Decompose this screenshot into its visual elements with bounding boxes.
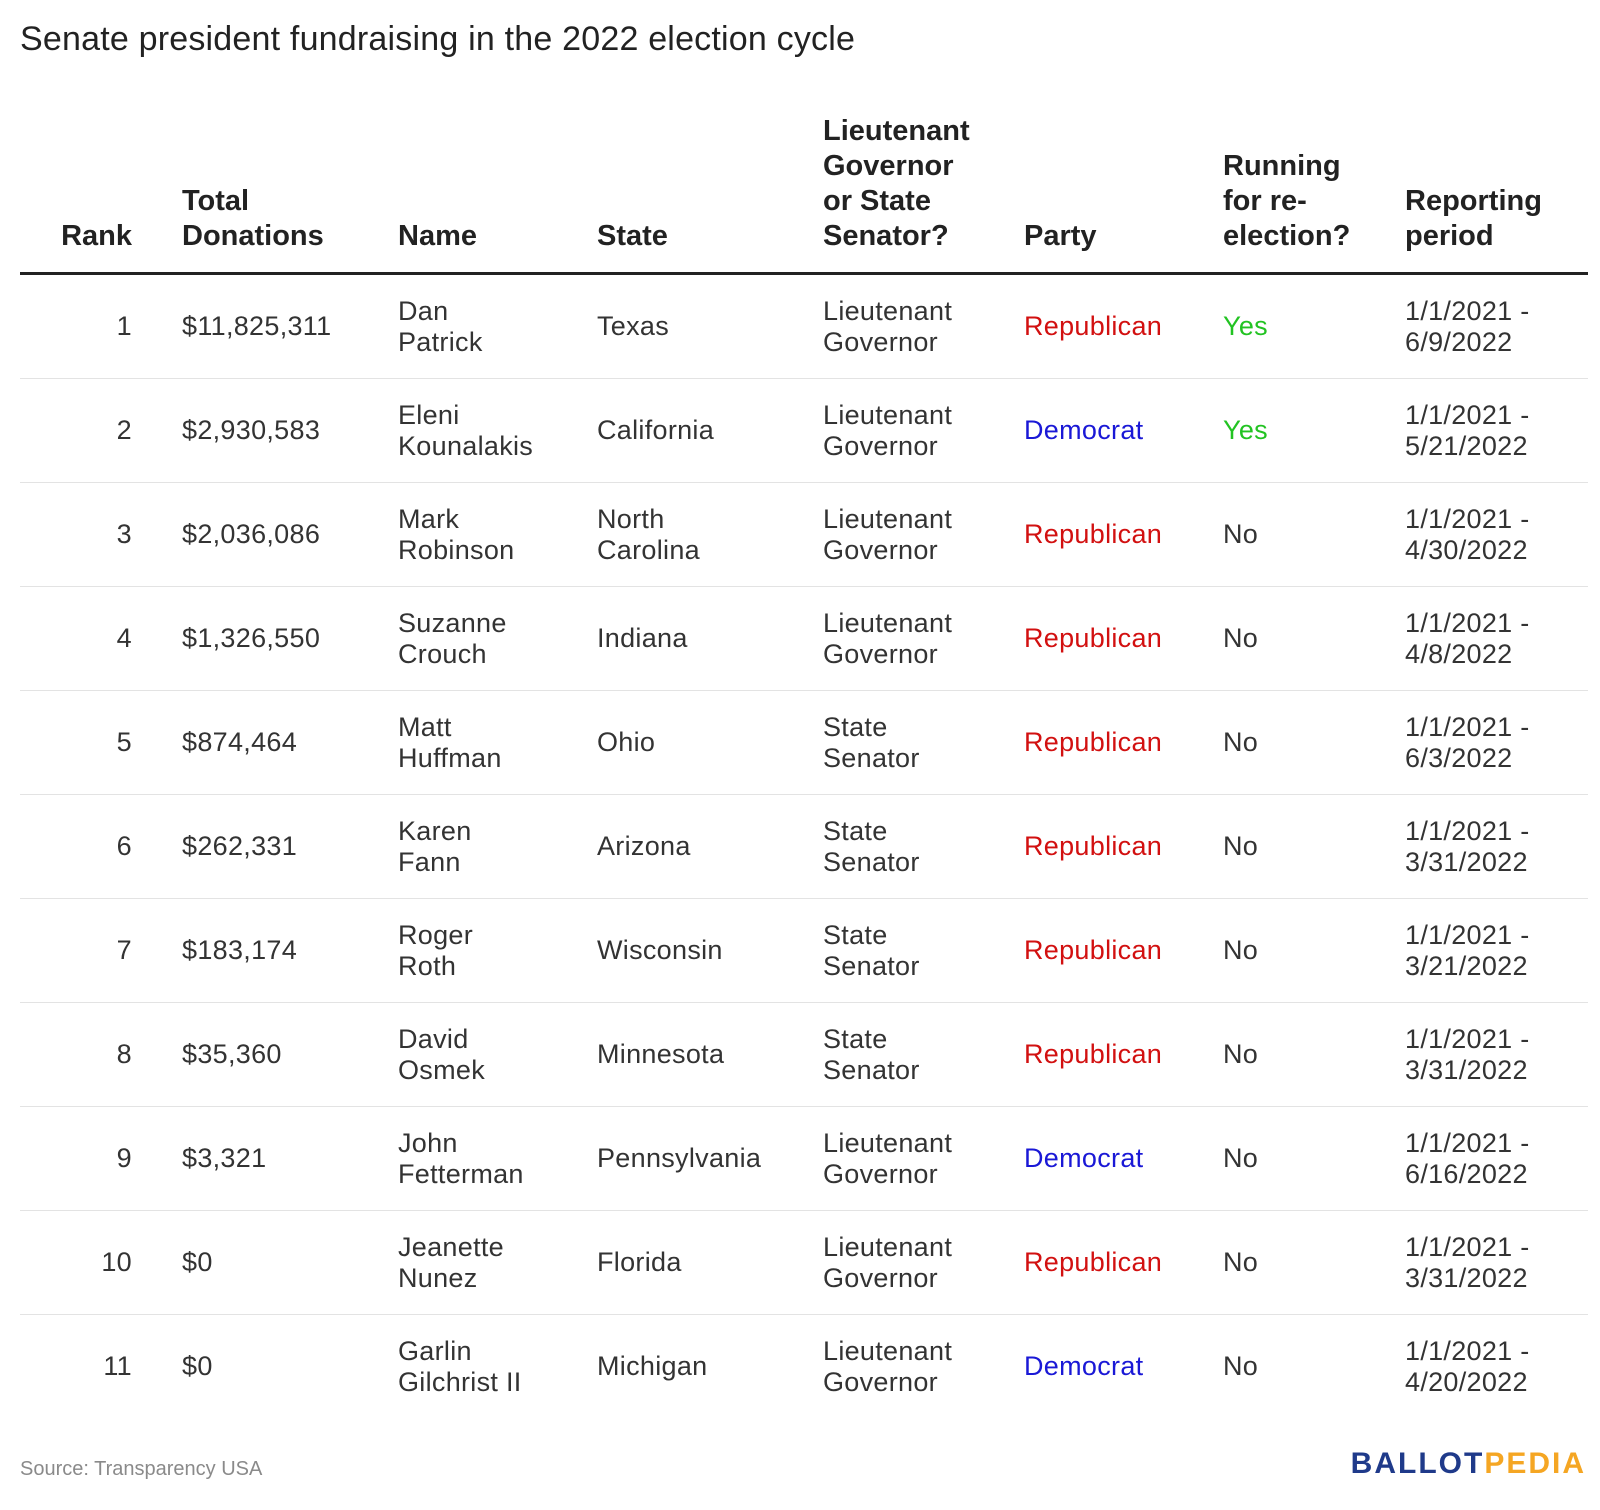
rank-cell: 2 [20, 379, 182, 483]
donations-cell: $2,036,086 [182, 483, 398, 587]
logo-ballot: BALLOT [1350, 1447, 1485, 1480]
state-cell: Texas [597, 274, 823, 379]
rank-cell: 7 [20, 899, 182, 1003]
donations-cell: $0 [182, 1211, 398, 1315]
table-row [20, 587, 1588, 691]
name-cell: Garlin Gilchrist II [398, 1335, 522, 1397]
rank-cell: 1 [20, 274, 182, 379]
running-cell: No [1223, 1003, 1405, 1107]
name-cell: Mark Robinson [398, 483, 597, 587]
donations-cell: $2,930,583 [182, 379, 398, 483]
header-name: Name [398, 102, 597, 274]
header-state: State [597, 102, 823, 274]
name-cell: John Fetterman [398, 1107, 597, 1211]
donations-cell: $35,360 [182, 1003, 398, 1107]
rank-cell: 3 [20, 483, 182, 587]
name-cell: Matt Huffman [398, 691, 597, 795]
running-cell: No [1223, 691, 1405, 795]
fundraising-table [20, 102, 1588, 1418]
period-cell: 1/1/2021 - 3/31/2022 [1405, 1003, 1588, 1107]
donations-cell: $262,331 [182, 795, 398, 899]
rank-cell: 6 [20, 795, 182, 899]
donations-cell: $0 [182, 1351, 213, 1381]
party-cell: Republican [1024, 899, 1223, 1003]
period-cell: 1/1/2021 - 6/3/2022 [1405, 691, 1588, 795]
party-cell: Democrat [1024, 1107, 1223, 1211]
table-row [20, 899, 1588, 1003]
logo-pedia: PEDIA [1484, 1447, 1586, 1480]
state-cell: Michigan [597, 1351, 708, 1381]
table-row [20, 274, 1588, 379]
party-cell: Democrat [1024, 1351, 1144, 1381]
office-cell: State Senator [823, 899, 1024, 1003]
header-row [20, 102, 1588, 274]
table-row [20, 795, 1588, 899]
party-cell: Republican [1024, 1211, 1223, 1315]
name-cell: Roger Roth [398, 899, 597, 1003]
period-cell: 1/1/2021 - 3/31/2022 [1405, 1211, 1588, 1315]
period-cell: 1/1/2021 - 4/20/2022 [1405, 1335, 1530, 1397]
rank-cell: 11 [103, 1351, 132, 1381]
running-cell: No [1223, 1351, 1259, 1381]
header-period: Reporting period [1405, 102, 1588, 274]
chart-title: Senate president fundraising in the 2022 election cycle [20, 20, 856, 58]
name-cell: Dan Patrick [398, 274, 597, 379]
state-cell: Arizona [597, 795, 823, 899]
state-cell: North Carolina [597, 483, 823, 587]
rank-cell: 9 [20, 1107, 182, 1211]
office-cell: Lieutenant Governor [823, 587, 1024, 691]
party-cell: Democrat [1024, 379, 1223, 483]
header-party: Party [1024, 102, 1223, 274]
state-cell: Wisconsin [597, 899, 823, 1003]
header-running: Running for re-election? [1223, 102, 1405, 274]
party-cell: Republican [1024, 691, 1223, 795]
table-row [20, 483, 1588, 587]
table-row [20, 691, 1588, 795]
party-cell: Republican [1024, 274, 1223, 379]
period-cell: 1/1/2021 - 5/21/2022 [1405, 379, 1588, 483]
period-cell: 1/1/2021 - 6/9/2022 [1405, 274, 1588, 379]
period-cell: 1/1/2021 - 3/31/2022 [1405, 795, 1588, 899]
name-cell: Eleni Kounalakis [398, 379, 597, 483]
office-cell: Lieutenant Governor [823, 1107, 1024, 1211]
table-row [20, 1315, 1588, 1419]
state-cell: Minnesota [597, 1003, 823, 1107]
rank-cell: 5 [20, 691, 182, 795]
ballotpedia-logo [1351, 1447, 1586, 1481]
running-cell: No [1223, 899, 1405, 1003]
donations-cell: $183,174 [182, 899, 398, 1003]
party-cell: Republican [1024, 483, 1223, 587]
header-donations: Total Donations [182, 102, 398, 274]
running-cell: No [1223, 587, 1405, 691]
rank-cell: 4 [20, 587, 182, 691]
office-cell: State Senator [823, 795, 1024, 899]
party-cell: Republican [1024, 1003, 1223, 1107]
donations-cell: $874,464 [182, 691, 398, 795]
table-row [20, 379, 1588, 483]
table-row [20, 1003, 1588, 1107]
donations-cell: $3,321 [182, 1107, 398, 1211]
office-cell: Lieutenant Governor [823, 1335, 953, 1397]
party-cell: Republican [1024, 587, 1223, 691]
header-rank: Rank [20, 102, 182, 274]
donations-cell: $11,825,311 [182, 274, 398, 379]
donations-cell: $1,326,550 [182, 587, 398, 691]
office-cell: Lieutenant Governor [823, 483, 1024, 587]
state-cell: Indiana [597, 587, 823, 691]
office-cell: State Senator [823, 691, 1024, 795]
running-cell: No [1223, 1107, 1405, 1211]
name-cell: Jeanette Nunez [398, 1211, 597, 1315]
office-cell: Lieutenant Governor [823, 274, 1024, 379]
period-cell: 1/1/2021 - 4/30/2022 [1405, 483, 1588, 587]
name-cell: Suzanne Crouch [398, 587, 597, 691]
office-cell: Lieutenant Governor [823, 379, 1024, 483]
running-cell: Yes [1223, 379, 1405, 483]
party-cell: Republican [1024, 795, 1223, 899]
state-cell: Florida [597, 1211, 823, 1315]
running-cell: Yes [1223, 274, 1405, 379]
running-cell: No [1223, 483, 1405, 587]
state-cell: Ohio [597, 691, 823, 795]
name-cell: Karen Fann [398, 795, 597, 899]
source-note: Source: Transparency USA [20, 1458, 263, 1480]
header-office: Lieutenant Governor or State Senator? [823, 102, 1024, 274]
table-row [20, 1107, 1588, 1211]
rank-cell: 10 [20, 1211, 182, 1315]
table-row [20, 1211, 1588, 1315]
running-cell: No [1223, 795, 1405, 899]
office-cell: State Senator [823, 1003, 1024, 1107]
rank-cell: 8 [20, 1003, 182, 1107]
name-cell: David Osmek [398, 1003, 597, 1107]
period-cell: 1/1/2021 - 6/16/2022 [1405, 1107, 1588, 1211]
period-cell: 1/1/2021 - 4/8/2022 [1405, 587, 1588, 691]
office-cell: Lieutenant Governor [823, 1211, 1024, 1315]
running-cell: No [1223, 1211, 1405, 1315]
period-cell: 1/1/2021 - 3/21/2022 [1405, 899, 1588, 1003]
state-cell: California [597, 379, 823, 483]
state-cell: Pennsylvania [597, 1107, 823, 1211]
